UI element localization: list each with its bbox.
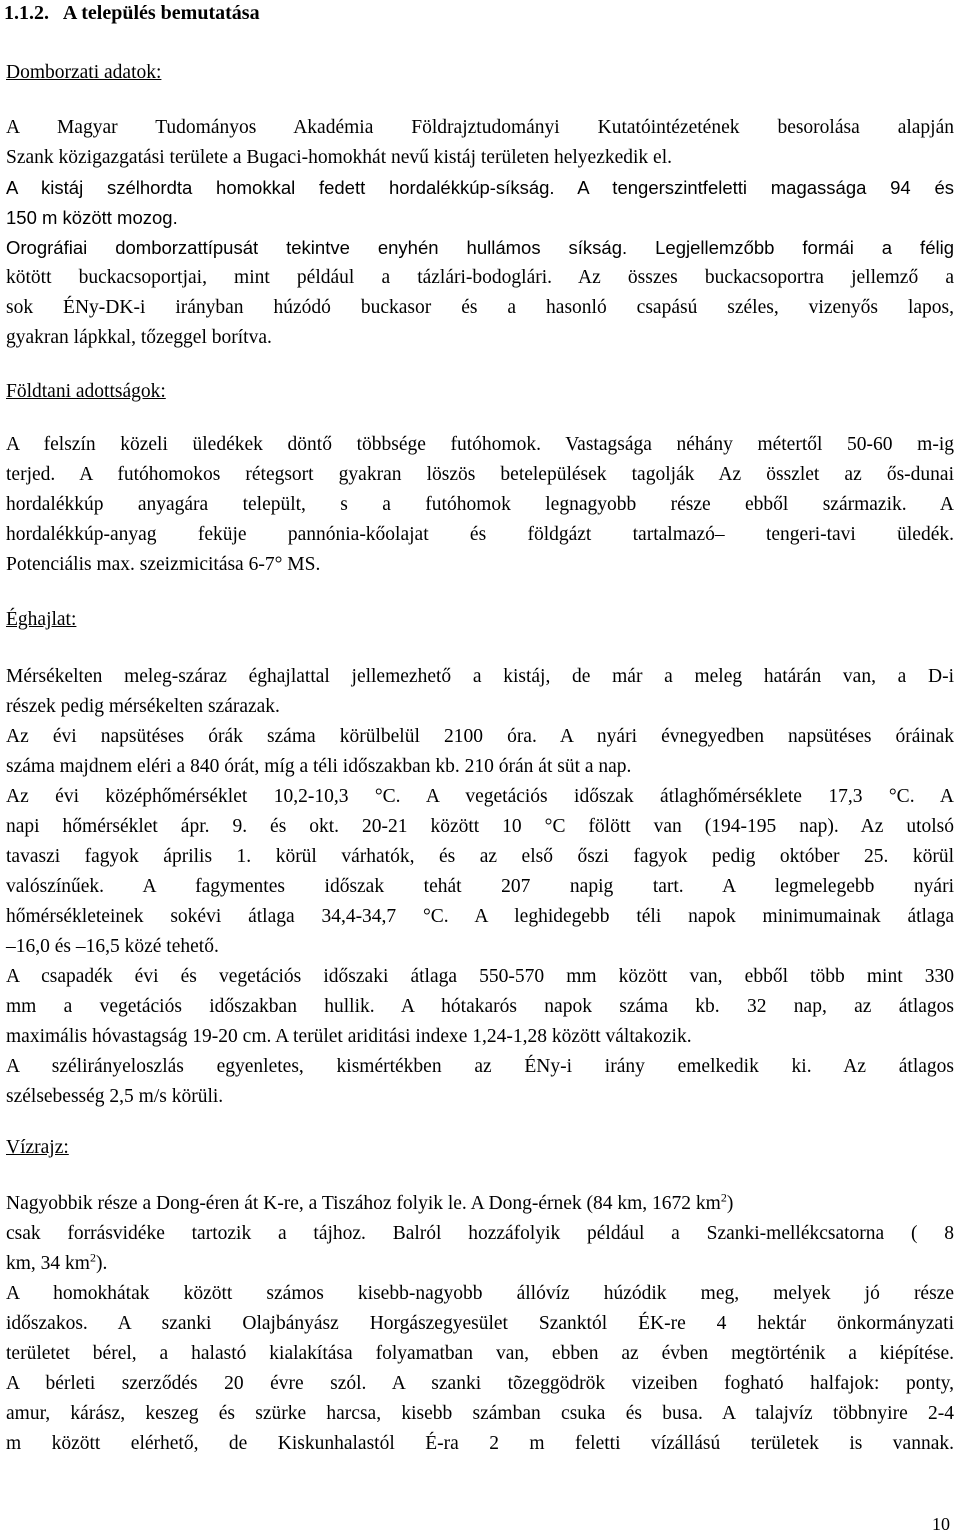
text-line: Az évi napsütéses órák száma körülbelül 2100 óra. A nyári évnegyedben napsütéses óráinak — [6, 726, 954, 747]
subheading-foldtan: Földtani adottságok: — [6, 381, 166, 402]
text-line: Szank közigazgatási területe a Bugaci-homokhát nevű kistáj területen helyezkedik el. — [6, 147, 672, 168]
text-line: A felszín közeli üledékek döntő többsége futóhomok. Vastagsága néhány métertől 50-60 m-ig — [6, 434, 954, 455]
subheading-eghajlat: Éghajlat: — [6, 609, 77, 630]
text-line: Orográfiai domborzattípusát tekintve enyhén hullámos síkság. Legjellemzőbb formái a félig — [6, 237, 954, 258]
text-line: területet bérel, a halastó kialakítása folyamatban van, ebben az évben megtörténik a kiépítése. — [6, 1343, 954, 1364]
text-line: hordalékkúp-anyag feküje pannónia-kőolajat és földgázt tartalmazó– tengeri-tavi üledék. — [6, 524, 954, 545]
text-line: valószínűek. A fagymentes időszak tehát 207 napig tart. A legmelegebb nyári — [6, 876, 954, 897]
text-line: A szélirányeloszlás egyenletes, kismértékben az ÉNy-i irány emelkedik ki. Az átlagos — [6, 1056, 954, 1077]
section-title: A település bemutatása — [62, 2, 260, 24]
text-line — [6, 1249, 954, 1279]
subheading-domborzat: Domborzati adatok: — [6, 62, 162, 83]
paragraph-foldtan — [6, 430, 954, 580]
subheading-vizrajz: Vízrajz: — [6, 1137, 69, 1158]
text-line: sok ÉNy-DK-i irányban húzódó buckasor és a hasonló csapású széles, vizenyős lapos, — [6, 297, 954, 318]
superscript: 2 — [89, 1250, 96, 1265]
text-line: amur, kárász, keszeg és szürke harcsa, kisebb számban csuka és busa. A talajvíz többnyire 2-4 — [6, 1403, 954, 1424]
text-line: tavaszi fagyok április 1. körül várhatók, és az első őszi fagyok pedig október 25. körül — [6, 846, 954, 867]
section-number: 1.1.2. — [4, 2, 49, 24]
paragraph-vizrajz — [6, 1189, 954, 1459]
text-line: Az évi középhőmérséklet 10,2-10,3 °C. A vegetációs időszak átlaghőmérséklete 17,3 °C. A — [6, 786, 954, 807]
text-line: hordalékkúp anyagára települt, s a futóhomok legnagyobb része ebből származik. A — [6, 494, 954, 515]
text-line: részek pedig mérsékelten szárazak. — [6, 696, 280, 717]
text-line: száma majdnem eléri a 840 órát, míg a téli időszakban kb. 210 órán át süt a nap. — [6, 756, 632, 777]
text-line: hőmérsékleteinek sokévi átlaga 34,4-34,7 °C. A leghidegebb téli napok minimumainak átlaga — [6, 906, 954, 927]
text-line: A kistáj szélhordta homokkal fedett hordalékkúp-síkság. A tengerszintfeletti magassága 94 és — [6, 177, 954, 198]
paragraph-domborzat — [6, 113, 954, 353]
text-line: kötött buckacsoportjai, mint például a tázlári-bodoglári. Az összes buckacsoportra jellemző a — [6, 267, 954, 288]
text-fragment: km, 34 km — [6, 1253, 90, 1274]
text-line: Potenciális max. szeizmicitása 6-7° MS. — [6, 554, 321, 575]
text-line: A bérleti szerződés 20 évre szól. A szanki tõzeggödrök vizeiben fogható halfajok: ponty, — [6, 1373, 954, 1394]
text-line: 150 m között mozog. — [6, 207, 178, 228]
text-line: –16,0 és –16,5 közé tehető. — [6, 936, 219, 957]
page-number: 10 — [932, 1514, 950, 1534]
text-line: mm a vegetációs időszakban hullik. A hótakarós napok száma kb. 32 nap, az átlagos — [6, 996, 954, 1017]
text-line: m között elérhető, de Kiskunhalastól É-ra 2 m feletti vízállású területek is vannak. — [6, 1433, 954, 1454]
text-line: A csapadék évi és vegetációs időszaki átlaga 550-570 mm között van, ebből több mint 330 — [6, 966, 954, 987]
text-line: A Magyar Tudományos Akadémia Földrajztudományi Kutatóintézetének besorolása alapján — [6, 117, 954, 138]
text-fragment: ) — [726, 1193, 734, 1214]
section-heading — [4, 0, 260, 28]
text-line: A homokhátak között számos kisebb-nagyobb állóvíz húzódik meg, melyek jó része — [6, 1283, 954, 1304]
text-line: csak forrásvidéke tartozik a tájhoz. Balról hozzáfolyik például a Szanki-mellékcsatorna ( 8 — [6, 1223, 954, 1244]
text-line: szélsebesség 2,5 m/s körüli. — [6, 1086, 224, 1107]
text-line: időszakos. A szanki Olajbányász Horgászegyesület Szanktól ÉK-re 4 hektár önkormányzati — [6, 1313, 954, 1334]
paragraph-eghajlat — [6, 662, 954, 1112]
text-line — [6, 1189, 954, 1219]
superscript: 2 — [720, 1190, 727, 1205]
text-fragment: Nagyobbik része a Dong-éren át K-re, a Tiszához folyik le. A Dong-érnek (84 km, 1672 km — [6, 1193, 721, 1214]
text-line: napi hőmérséklet ápr. 9. és okt. 20-21 között 10 °C fölött van (194-195 nap). Az utolsó — [6, 816, 954, 837]
text-line: gyakran lápkkal, tőzeggel borítva. — [6, 327, 272, 348]
text-fragment: ). — [95, 1253, 108, 1274]
text-line: terjed. A futóhomokos rétegsort gyakran löszös betelepülések tagolják Az összlet az ős-dunai — [6, 464, 954, 485]
text-line: Mérsékelten meleg-száraz éghajlattal jellemezhető a kistáj, de már a meleg határán van, a D-i — [6, 666, 954, 687]
text-line: maximális hóvastagság 19-20 cm. A terület ariditási indexe 1,24-1,28 között váltakozik. — [6, 1026, 692, 1047]
